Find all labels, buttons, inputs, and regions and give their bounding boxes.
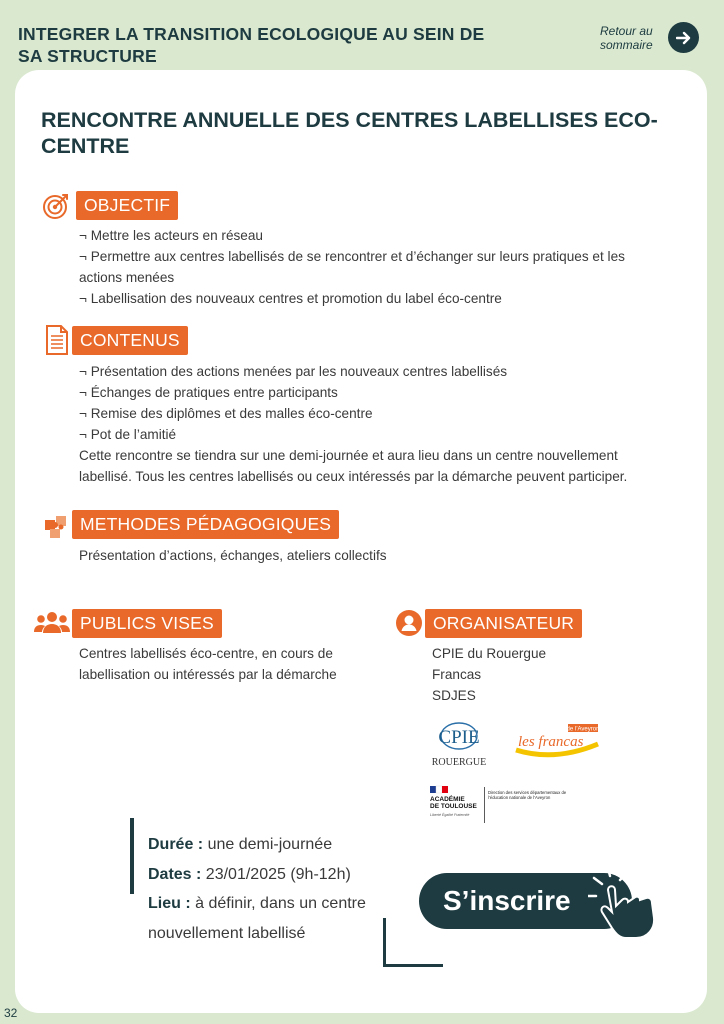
publics-badge: PUBLICS VISES: [72, 609, 222, 638]
user-icon: [395, 609, 423, 642]
list-item: ¬ Labellisation des nouveaux centres et promotion du label éco-centre: [79, 291, 502, 306]
contenus-text: Cette rencontre se tiendra sur une demi-journée et aura lieu dans un centre nouvellement labellisé. Tous les centres labellisés ou ceux intéressés par la démarche peuvent participer.: [79, 448, 628, 484]
back-to-summary-link[interactable]: [600, 22, 699, 53]
contenus-list: [79, 361, 669, 445]
svg-text:les francas: les francas: [518, 734, 584, 750]
duree-label: Durée :: [148, 836, 204, 853]
arrow-right-icon[interactable]: [668, 22, 699, 53]
lieu-line: [148, 889, 398, 948]
list-item: ¬ Échanges de pratiques entre participants: [79, 385, 338, 400]
svg-text:de l’Aveyron: de l’Aveyron: [566, 726, 600, 733]
people-icon: [34, 611, 70, 640]
svg-text:Liberté Égalité Fraternité: Liberté Égalité Fraternité: [430, 813, 470, 817]
event-info: [148, 830, 398, 948]
objectif-list: [79, 225, 669, 309]
publics-text: Centres labellisés éco-centre, en cours de labellisation ou intéressés par la démarche: [79, 646, 337, 682]
duree-value: une demi-journée: [203, 836, 333, 853]
svg-text:CPIE: CPIE: [438, 727, 480, 748]
hand-pointer-icon[interactable]: [588, 868, 668, 949]
lieu-value: à définir, dans un centre nouvellement labellisé: [148, 895, 366, 942]
back-to-summary-label: Retour au sommaire: [600, 23, 653, 52]
duree-line: [148, 830, 398, 860]
methodes-badge: METHODES PÉDAGOGIQUES: [72, 510, 339, 539]
chapter-title: INTEGRER LA TRANSITION ECOLOGIQUE AU SEIN DE SA STRUCTURE: [18, 24, 485, 66]
objectif-badge: OBJECTIF: [76, 191, 178, 220]
info-bracket-left: [130, 818, 134, 894]
organisateur-list: [432, 643, 632, 706]
list-item: ¬ Pot de l’amitié: [79, 427, 177, 442]
svg-text:ACADÉMIE: ACADÉMIE: [430, 796, 465, 803]
academie-logo: ACADÉMIE DE TOULOUSE Liberté Égalité Fraternité Direction des services départementaux de l’éducation nationale de l’Aveyron: [428, 784, 578, 826]
list-item: SDJES: [432, 688, 476, 703]
dates-label: Dates :: [148, 865, 202, 883]
svg-text:DE TOULOUSE: DE TOULOUSE: [430, 803, 477, 810]
page-title: RENCONTRE ANNUELLE DES CENTRES LABELLISES ECO-CENTRE: [41, 108, 658, 158]
list-item: CPIE du Rouergue: [432, 646, 547, 661]
page-number: 32: [4, 1006, 18, 1020]
svg-text:ROUERGUE: ROUERGUE: [431, 757, 487, 768]
list-item: Francas: [432, 667, 482, 682]
cpie-logo: [426, 720, 492, 768]
list-item: ¬ Présentation des actions menées par les nouveaux centres labellisés: [79, 364, 508, 379]
list-item: ¬ Mettre les acteurs en réseau: [79, 228, 263, 243]
info-bracket-bottom: [383, 964, 443, 967]
list-item: ¬ Permettre aux centres labellisés de se rencontrer et d’échanger sur leurs pratiques et les actions menées: [79, 249, 625, 285]
dates-value: 23/01/2025 (9h-12h): [201, 865, 351, 883]
lieu-label: Lieu :: [148, 895, 191, 912]
document-icon: [45, 324, 69, 361]
puzzle-icon: [42, 512, 70, 545]
organisateur-badge: ORGANISATEUR: [425, 609, 582, 638]
methodes-text: Présentation d’actions, échanges, ateliers collectifs: [79, 548, 387, 563]
register-button[interactable]: S’inscrire: [419, 873, 632, 929]
dates-line: [148, 860, 398, 890]
francas-logo: [510, 722, 602, 762]
target-icon: [42, 192, 70, 225]
list-item: ¬ Remise des diplômes et des malles éco-centre: [79, 406, 373, 421]
contenus-badge: CONTENUS: [72, 326, 188, 355]
